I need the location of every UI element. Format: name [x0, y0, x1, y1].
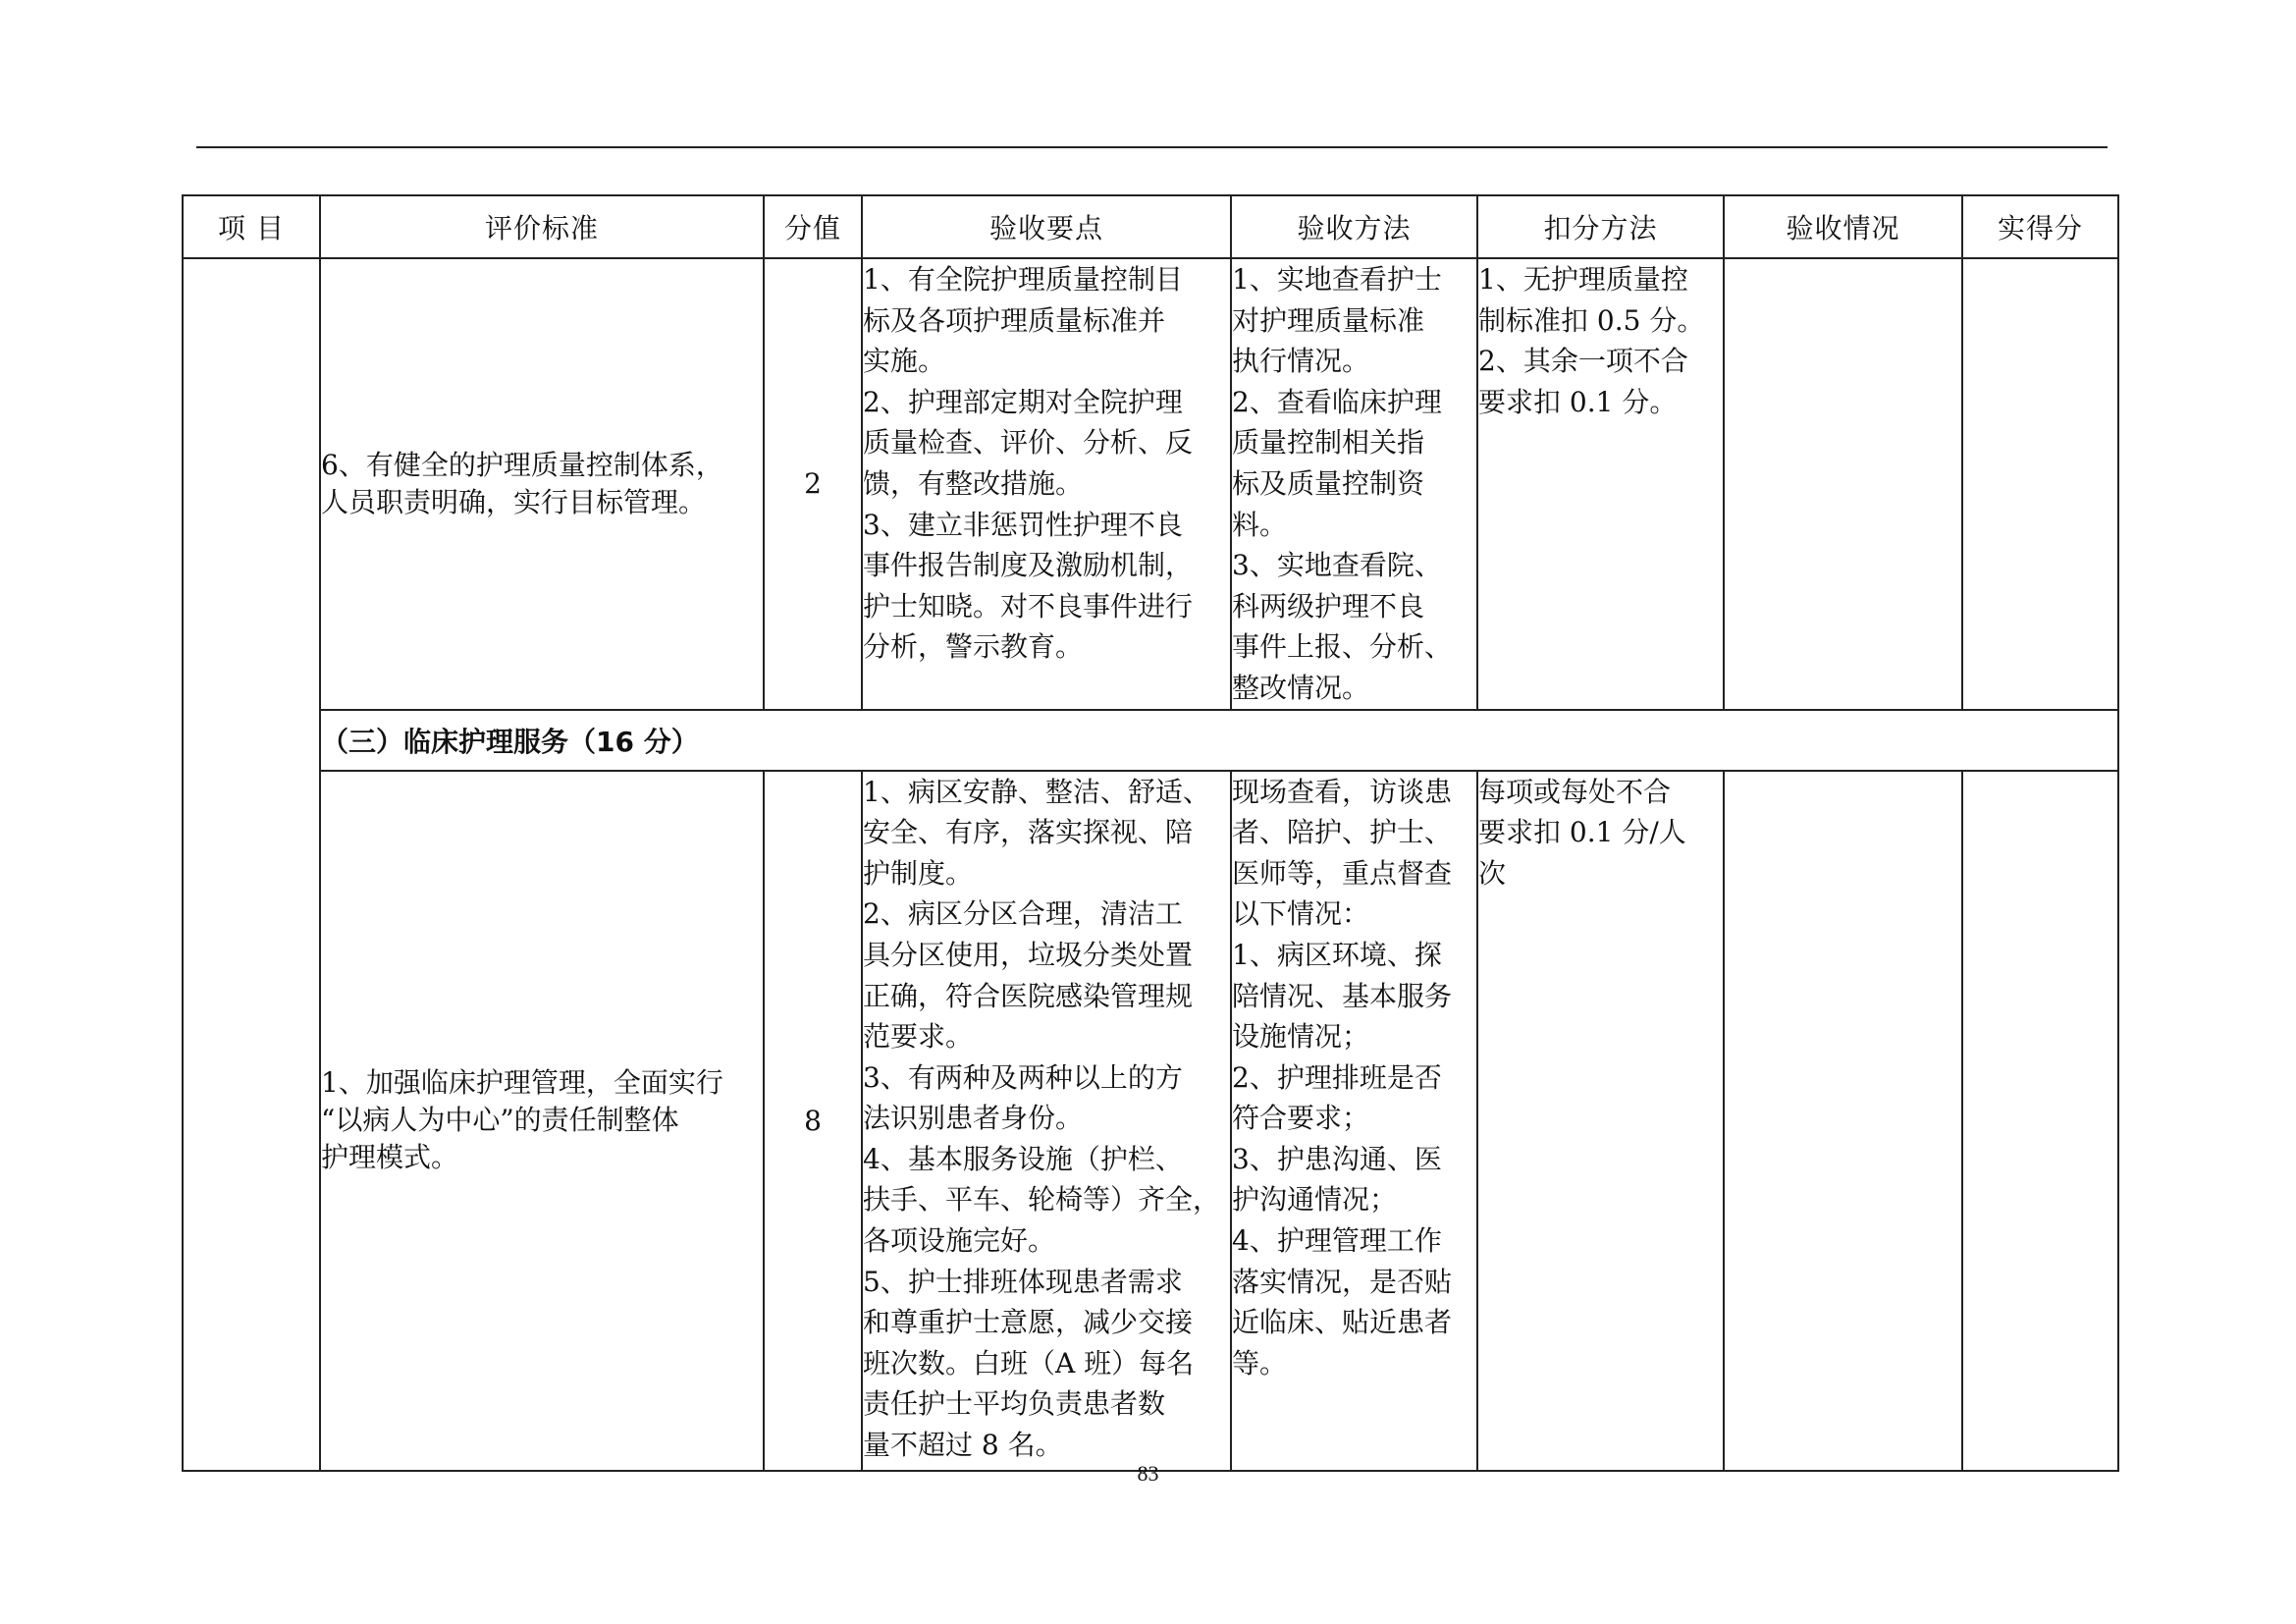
key-point-line: 安全、有序，落实探视、陪 [863, 816, 1194, 849]
key-point-line: 1、有全院护理质量控制目 [863, 263, 1183, 296]
method-line: 医师等，重点督查 [1232, 856, 1453, 890]
header-deduction: 扣分方法 [1477, 195, 1724, 258]
page-number: 83 [1137, 1461, 1159, 1486]
key-point-line: 护士知晓。对不良事件进行 [863, 589, 1194, 623]
method-line: 者、陪护、护士、 [1232, 816, 1453, 849]
criteria-line: “以病人为中心”的责任制整体 [321, 1104, 679, 1137]
key-point-line: 具分区使用，垃圾分类处置 [863, 938, 1194, 971]
section-row [183, 710, 2118, 771]
header-actual-score: 实得分 [1962, 195, 2118, 258]
key-point-line: 事件报告制度及激励机制， [863, 549, 1194, 582]
method-line: 近临床、贴近患者 [1232, 1306, 1453, 1339]
key-point-line: 责任护士平均负责患者数 [863, 1387, 1166, 1421]
deduction-line: 2、其余一项不合 [1478, 345, 1688, 378]
header-item: 项 目 [183, 195, 320, 258]
method-line: 2、护理排班是否 [1232, 1060, 1442, 1094]
key-point-line: 标及各项护理质量标准并 [863, 303, 1166, 337]
criteria-line: 人员职责明确，实行目标管理。 [321, 485, 707, 518]
header-rule [196, 146, 2108, 148]
actual-score-cell [1962, 258, 2118, 710]
method-line: 以下情况： [1232, 897, 1370, 931]
header-method: 验收方法 [1231, 195, 1477, 258]
method-line: 3、护患沟通、医 [1232, 1142, 1442, 1175]
header-score: 分值 [764, 195, 862, 258]
status-cell [1724, 771, 1962, 1471]
key-point-line: 3、有两种及两种以上的方 [863, 1060, 1183, 1094]
method-line: 护沟通情况； [1232, 1183, 1398, 1217]
deduction-line: 制标准扣 0.5 分。 [1478, 303, 1705, 337]
criteria-line: 护理模式。 [321, 1141, 459, 1174]
header-criteria: 评价标准 [320, 195, 764, 258]
deduction-line: 要求扣 0.1 分/人 [1478, 816, 1686, 849]
method-line: 料。 [1232, 508, 1288, 541]
method-line: 3、实地查看院、 [1232, 549, 1442, 582]
method-line: 标及质量控制资 [1232, 466, 1425, 500]
method-cell [1231, 258, 1477, 710]
key-point-line: 范要求。 [863, 1020, 974, 1054]
method-line: 设施情况； [1232, 1020, 1370, 1054]
method-line: 陪情况、基本服务 [1232, 979, 1453, 1012]
key-point-line: 馈，有整改措施。 [863, 466, 1084, 500]
table-row [183, 771, 2118, 1471]
method-cell [1231, 771, 1477, 1471]
key-point-line: 正确，符合医院感染管理规 [863, 979, 1194, 1012]
method-line: 现场查看，访谈患 [1232, 775, 1453, 808]
key-point-line: 班次数。白班（A 班）每名 [863, 1346, 1195, 1380]
key-point-line: 1、病区安静、整洁、舒适、 [863, 775, 1210, 808]
deduction-line: 1、无护理质量控 [1478, 263, 1688, 296]
key-point-line: 分析，警示教育。 [863, 630, 1084, 664]
table-header-row [183, 195, 2118, 258]
key-point-line: 4、基本服务设施（护栏、 [863, 1142, 1183, 1175]
method-line: 科两级护理不良 [1232, 589, 1425, 623]
criteria-text [321, 447, 763, 521]
key-point-line: 2、护理部定期对全院护理 [863, 385, 1183, 418]
key-point-line: 扶手、平车、轮椅等）齐全， [863, 1183, 1221, 1217]
deduction-cell [1477, 771, 1724, 1471]
method-line: 事件上报、分析、 [1232, 630, 1453, 664]
key-points-cell [862, 258, 1231, 710]
actual-score-cell [1962, 771, 2118, 1471]
method-line: 质量控制相关指 [1232, 426, 1425, 460]
evaluation-table [182, 194, 2119, 1472]
deduction-line: 每项或每处不合 [1478, 775, 1672, 808]
deduction-line: 要求扣 0.1 分。 [1478, 385, 1678, 418]
key-points-cell [862, 771, 1231, 1471]
key-point-line: 5、护士排班体现患者需求 [863, 1265, 1183, 1298]
status-cell [1724, 258, 1962, 710]
method-line: 1、实地查看护士 [1232, 263, 1442, 296]
criteria-line: 1、加强临床护理管理，全面实行 [321, 1066, 723, 1100]
key-point-line: 实施。 [863, 345, 946, 378]
key-point-line: 护制度。 [863, 856, 974, 890]
key-point-line: 和尊重护士意愿，减少交接 [863, 1306, 1194, 1339]
section-title: （三）临床护理服务（16 分） [320, 710, 2118, 771]
deduction-line: 次 [1478, 856, 1507, 890]
header-key-points: 验收要点 [862, 195, 1231, 258]
table-row [183, 258, 2118, 710]
criteria-line: 6、有健全的护理质量控制体系， [321, 448, 723, 481]
header-status: 验收情况 [1724, 195, 1962, 258]
deduction-cell [1477, 258, 1724, 710]
method-line: 等。 [1232, 1346, 1288, 1380]
key-point-line: 量不超过 8 名。 [863, 1429, 1063, 1462]
criteria-cell [320, 258, 764, 710]
method-line: 执行情况。 [1232, 345, 1370, 378]
key-point-line: 2、病区分区合理，清洁工 [863, 897, 1183, 931]
key-point-line: 各项设施完好。 [863, 1224, 1056, 1258]
key-point-line: 质量检查、评价、分析、反 [863, 426, 1194, 460]
item-cell [183, 258, 320, 1471]
method-line: 1、病区环境、探 [1232, 938, 1442, 971]
criteria-cell [320, 771, 764, 1471]
method-line: 对护理质量标准 [1232, 303, 1425, 337]
score-cell: 2 [764, 258, 862, 710]
key-point-line: 3、建立非惩罚性护理不良 [863, 508, 1183, 541]
criteria-text [321, 1064, 763, 1176]
method-line: 4、护理管理工作 [1232, 1224, 1442, 1258]
score-cell: 8 [764, 771, 862, 1471]
method-line: 2、查看临床护理 [1232, 385, 1442, 418]
key-point-line: 法识别患者身份。 [863, 1102, 1084, 1135]
method-line: 落实情况，是否贴 [1232, 1265, 1453, 1298]
method-line: 符合要求； [1232, 1102, 1370, 1135]
method-line: 整改情况。 [1232, 671, 1370, 704]
